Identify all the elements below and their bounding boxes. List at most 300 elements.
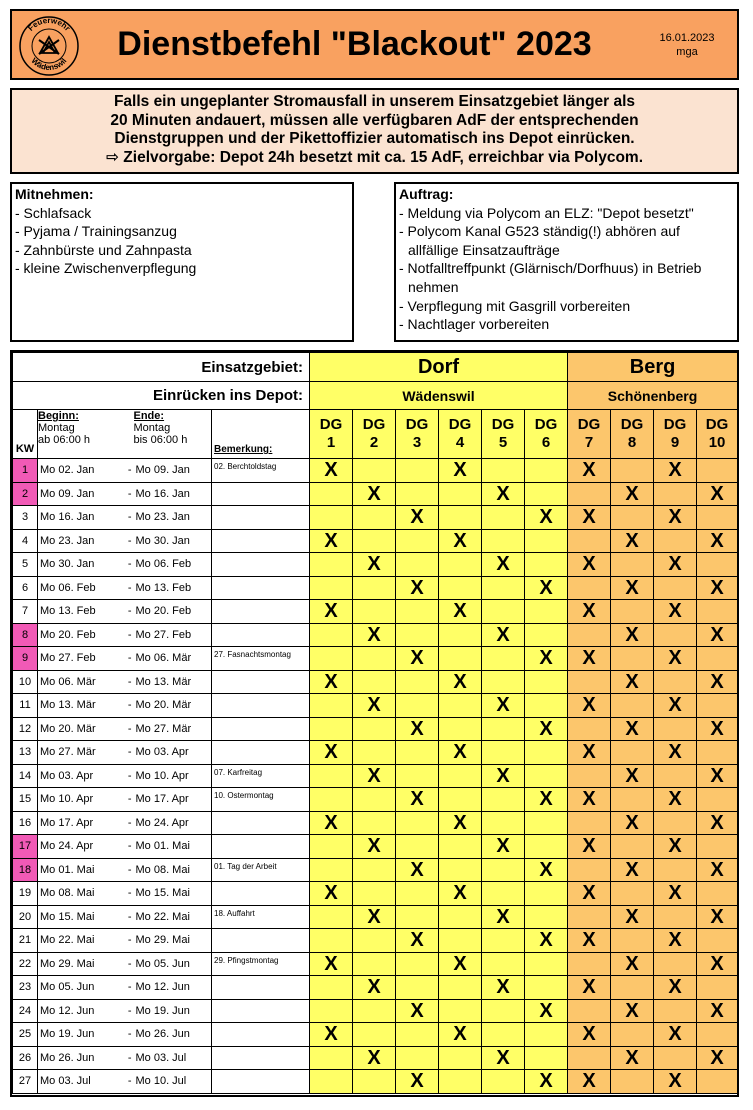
end-date: Mo 13. Mär (134, 670, 212, 694)
dg-header (611, 410, 654, 459)
dg-cell (353, 647, 396, 671)
table-row (13, 882, 738, 906)
dg-header (654, 410, 697, 459)
dg-cell (353, 858, 396, 882)
zone-dorf: Dorf (310, 353, 568, 382)
dg-cell: X (525, 999, 568, 1023)
ende-label: Ende: (133, 410, 165, 422)
dg-cell (525, 976, 568, 1000)
dg-cell (396, 623, 439, 647)
dg-cell: X (310, 529, 353, 553)
dg-number: 9 (670, 434, 680, 451)
dg-cell (525, 670, 568, 694)
dg-cell: X (654, 459, 697, 483)
remark-cell (212, 1070, 310, 1094)
dg-cell: X (310, 1023, 353, 1047)
start-date: Mo 23. Jan (38, 529, 124, 553)
dg-cell (439, 1046, 482, 1070)
einruecken-label: Einrücken ins Depot: (13, 382, 310, 410)
kw-cell: 16 (13, 811, 38, 835)
table-row (13, 999, 738, 1023)
dg-cell (439, 999, 482, 1023)
dg-cell (482, 576, 525, 600)
dg-cell (525, 741, 568, 765)
end-date: Mo 10. Jul (134, 1070, 212, 1094)
dg-cell: X (568, 1070, 611, 1094)
dg-cell: X (525, 788, 568, 812)
start-date: Mo 24. Apr (38, 835, 124, 859)
dg-cell: X (697, 952, 738, 976)
dg-header (396, 410, 439, 459)
ende-sub2: bis 06:00 h (133, 434, 188, 446)
dg-cell (482, 717, 525, 741)
dg-cell: X (525, 717, 568, 741)
dg-cell (482, 506, 525, 530)
dg-cell (654, 811, 697, 835)
dg-cell (310, 858, 353, 882)
dg-cell: X (396, 576, 439, 600)
dg-cell (482, 952, 525, 976)
start-date: Mo 02. Jan (38, 459, 124, 483)
dg-cell (697, 976, 738, 1000)
dg-cell: X (439, 952, 482, 976)
dg-header (310, 410, 353, 459)
remark-cell (212, 999, 310, 1023)
kw-cell: 26 (13, 1046, 38, 1070)
start-date: Mo 09. Jan (38, 482, 124, 506)
logo-top-text: Feuerwehr (26, 15, 72, 33)
dg-cell (482, 647, 525, 671)
dg-cell (568, 576, 611, 600)
dg-cell (611, 835, 654, 859)
start-date: Mo 08. Mai (38, 882, 124, 906)
end-date: Mo 01. Mai (134, 835, 212, 859)
einsatzgebiet-row (13, 353, 738, 382)
dg-cell (482, 811, 525, 835)
dg-cell (396, 952, 439, 976)
dg-cell (310, 553, 353, 577)
dg-cell (396, 529, 439, 553)
dg-prefix: DG (534, 416, 558, 433)
dg-cell (396, 905, 439, 929)
start-date: Mo 26. Jun (38, 1046, 124, 1070)
dg-cell (396, 1046, 439, 1070)
table-row (13, 1023, 738, 1047)
range-dash: - (124, 1046, 134, 1070)
dg-header (439, 410, 482, 459)
dg-cell: X (611, 482, 654, 506)
kw-cell: 25 (13, 1023, 38, 1047)
table-row (13, 717, 738, 741)
dg-cell (310, 1070, 353, 1094)
range-dash: - (124, 1070, 134, 1094)
dg-cell (310, 976, 353, 1000)
dg-cell (611, 506, 654, 530)
dg-cell: X (568, 741, 611, 765)
dg-cell: X (654, 600, 697, 624)
dg-cell (439, 623, 482, 647)
kw-cell: 18 (13, 858, 38, 882)
dg-header (482, 410, 525, 459)
dg-cell (611, 788, 654, 812)
remark-cell (212, 717, 310, 741)
dg-cell (611, 553, 654, 577)
dg-cell (439, 482, 482, 506)
dg-cell (439, 576, 482, 600)
kw-cell: 6 (13, 576, 38, 600)
dg-cell: X (654, 835, 697, 859)
header-date: 16.01.2023 (659, 32, 715, 44)
dg-cell: X (568, 506, 611, 530)
dg-cell (697, 647, 738, 671)
kw-cell: 1 (13, 459, 38, 483)
table-row (13, 482, 738, 506)
dg-cell (310, 576, 353, 600)
dg-cell (396, 764, 439, 788)
ende-sub1: Montag (133, 422, 171, 434)
dg-cell (525, 764, 568, 788)
table-row (13, 835, 738, 859)
dg-cell (697, 600, 738, 624)
dg-cell (396, 1023, 439, 1047)
dg-cell (482, 929, 525, 953)
dg-cell: X (568, 694, 611, 718)
auftrag-item: - Notfalltreffpunkt (Glärnisch/Dorfhuus) in Betrieb nehmen (399, 260, 702, 295)
remark-cell: 29. Pfingstmontag (212, 952, 310, 976)
dg-cell: X (353, 694, 396, 718)
dg-cell: X (439, 529, 482, 553)
dg-cell: X (310, 600, 353, 624)
kw-cell: 14 (13, 764, 38, 788)
dg-number: 4 (455, 434, 465, 451)
start-date: Mo 22. Mai (38, 929, 124, 953)
dg-cell (568, 952, 611, 976)
dg-cell (396, 882, 439, 906)
intro-line: ⇨ Zielvorgabe: Depot 24h besetzt mit ca. 15 AdF, erreichbar via Polycom. (106, 148, 643, 166)
dg-cell (654, 670, 697, 694)
dg-cell (310, 717, 353, 741)
header-author: mga (676, 46, 698, 58)
end-date: Mo 27. Feb (134, 623, 212, 647)
dg-cell: X (353, 905, 396, 929)
einsatzgebiet-label: Einsatzgebiet: (13, 353, 310, 382)
table-row (13, 929, 738, 953)
kw-cell: 19 (13, 882, 38, 906)
dg-cell: X (697, 811, 738, 835)
dg-cell (697, 741, 738, 765)
dg-cell: X (654, 741, 697, 765)
dg-cell: X (611, 952, 654, 976)
end-date: Mo 24. Apr (134, 811, 212, 835)
dg-cell (568, 482, 611, 506)
end-date: Mo 08. Mai (134, 858, 212, 882)
dg-cell (396, 553, 439, 577)
dg-cell: X (396, 858, 439, 882)
end-date: Mo 15. Mai (134, 882, 212, 906)
dg-cell (482, 999, 525, 1023)
dg-cell: X (439, 741, 482, 765)
range-dash: - (124, 858, 134, 882)
dg-cell: X (353, 976, 396, 1000)
dg-cell (697, 1070, 738, 1094)
dg-cell: X (654, 553, 697, 577)
dg-cell (568, 623, 611, 647)
dg-cell (396, 741, 439, 765)
dg-cell: X (568, 882, 611, 906)
table-row (13, 506, 738, 530)
dg-cell: X (439, 1023, 482, 1047)
table-row (13, 647, 738, 671)
start-date: Mo 17. Apr (38, 811, 124, 835)
start-date: Mo 01. Mai (38, 858, 124, 882)
dg-cell (439, 905, 482, 929)
table-row (13, 788, 738, 812)
dg-cell (353, 600, 396, 624)
dg-cell (310, 905, 353, 929)
dg-prefix: DG (663, 416, 687, 433)
dg-cell: X (396, 999, 439, 1023)
end-date: Mo 09. Jan (134, 459, 212, 483)
table-row (13, 529, 738, 553)
schedule-grid (12, 352, 738, 1094)
dg-cell: X (568, 1023, 611, 1047)
dg-cell (439, 788, 482, 812)
table-row (13, 764, 738, 788)
table-row (13, 600, 738, 624)
end-date: Mo 16. Jan (134, 482, 212, 506)
range-dash: - (124, 553, 134, 577)
dg-cell: X (568, 600, 611, 624)
start-date: Mo 19. Jun (38, 1023, 124, 1047)
dg-cell (697, 506, 738, 530)
remark-cell: 02. Berchtoldstag (212, 459, 310, 483)
schedule-table (10, 350, 739, 1097)
dg-cell (525, 835, 568, 859)
dg-number: 1 (326, 434, 336, 451)
start-date: Mo 27. Feb (38, 647, 124, 671)
dg-cell (310, 788, 353, 812)
dg-cell (439, 1070, 482, 1094)
dg-cell (482, 529, 525, 553)
end-date: Mo 06. Feb (134, 553, 212, 577)
remark-cell: 27. Fasnachtsmontag (212, 647, 310, 671)
dg-cell: X (525, 576, 568, 600)
dg-cell (611, 1070, 654, 1094)
end-date: Mo 19. Jun (134, 999, 212, 1023)
dg-cell (396, 670, 439, 694)
range-dash: - (124, 952, 134, 976)
dg-cell: X (310, 811, 353, 835)
dg-cell: X (310, 459, 353, 483)
table-row (13, 670, 738, 694)
intro-line: 20 Minuten andauert, müssen alle verfügbaren AdF der entsprechenden (110, 111, 639, 129)
dg-number: 5 (498, 434, 508, 451)
end-date: Mo 29. Mai (134, 929, 212, 953)
dg-cell (439, 929, 482, 953)
range-dash: - (124, 717, 134, 741)
dg-cell: X (611, 1046, 654, 1070)
start-date: Mo 16. Jan (38, 506, 124, 530)
end-date: Mo 03. Apr (134, 741, 212, 765)
dg-cell: X (353, 553, 396, 577)
dg-header (697, 410, 738, 459)
range-dash: - (124, 764, 134, 788)
range-dash: - (124, 600, 134, 624)
dg-cell (310, 764, 353, 788)
dg-cell (310, 1046, 353, 1070)
dg-cell (697, 553, 738, 577)
auftrag-item: - Nachtlager vorbereiten (399, 316, 550, 333)
dg-cell: X (654, 647, 697, 671)
start-date: Mo 13. Mär (38, 694, 124, 718)
dg-cell (611, 976, 654, 1000)
kw-cell: 10 (13, 670, 38, 694)
end-date: Mo 20. Mär (134, 694, 212, 718)
beginn-label: Beginn: (38, 410, 79, 422)
end-date: Mo 30. Jan (134, 529, 212, 553)
dg-cell (396, 976, 439, 1000)
dg-cell (353, 1070, 396, 1094)
dg-cell: X (611, 858, 654, 882)
dg-cell (654, 999, 697, 1023)
dg-cell: X (654, 694, 697, 718)
kw-cell: 15 (13, 788, 38, 812)
dg-cell: X (697, 529, 738, 553)
dg-cell: X (482, 764, 525, 788)
dg-cell: X (525, 929, 568, 953)
dg-cell (611, 647, 654, 671)
dg-cell (568, 811, 611, 835)
range-dash: - (124, 694, 134, 718)
remark-cell (212, 929, 310, 953)
dg-cell (439, 647, 482, 671)
dg-cell (525, 482, 568, 506)
dg-prefix: DG (620, 416, 644, 433)
table-row (13, 553, 738, 577)
dg-cell (525, 905, 568, 929)
remark-cell (212, 506, 310, 530)
remark-cell (212, 811, 310, 835)
dg-cell (525, 600, 568, 624)
page-title: Dienstbefehl "Blackout" 2023 (117, 25, 592, 63)
mitnehmen-item: - kleine Zwischenverpflegung (15, 260, 197, 277)
remark-cell: 18. Auffahrt (212, 905, 310, 929)
dg-cell (353, 717, 396, 741)
kw-cell: 13 (13, 741, 38, 765)
dg-cell: X (482, 694, 525, 718)
auftrag-item: - Meldung via Polycom an ELZ: "Depot besetzt" (399, 204, 694, 221)
dg-cell: X (353, 835, 396, 859)
dg-cell: X (482, 835, 525, 859)
end-date: Mo 06. Mär (134, 647, 212, 671)
beginn-sub2: ab 06:00 h (38, 434, 90, 446)
start-date: Mo 29. Mai (38, 952, 124, 976)
dg-prefix: DG (319, 416, 343, 433)
remark-cell (212, 882, 310, 906)
dg-cell (482, 1070, 525, 1094)
end-date: Mo 26. Jun (134, 1023, 212, 1047)
kw-cell: 27 (13, 1070, 38, 1094)
dg-cell: X (525, 1070, 568, 1094)
end-date: Mo 05. Jun (134, 952, 212, 976)
beginn-sub1: Montag (38, 422, 75, 434)
dg-cell (396, 811, 439, 835)
dg-cell (353, 576, 396, 600)
end-date: Mo 23. Jan (134, 506, 212, 530)
dg-cell (482, 600, 525, 624)
dg-cell: X (697, 482, 738, 506)
dg-cell (396, 835, 439, 859)
remark-cell: 10. Ostermontag (212, 788, 310, 812)
dg-cell (310, 647, 353, 671)
dg-cell (697, 1023, 738, 1047)
kw-cell: 22 (13, 952, 38, 976)
dg-prefix: DG (577, 416, 601, 433)
dg-cell: X (310, 882, 353, 906)
dg-cell (439, 553, 482, 577)
auftrag-title: Auftrag: (399, 186, 454, 202)
dg-cell (654, 576, 697, 600)
bemerkung-header: Bemerkung: (212, 410, 310, 459)
range-dash: - (124, 529, 134, 553)
dg-cell (568, 858, 611, 882)
dg-cell: X (568, 459, 611, 483)
dg-cell: X (353, 482, 396, 506)
dg-cell: X (310, 952, 353, 976)
dg-cell (654, 905, 697, 929)
table-row (13, 952, 738, 976)
kw-cell: 12 (13, 717, 38, 741)
remark-cell (212, 1046, 310, 1070)
dg-cell (611, 741, 654, 765)
dg-cell: X (482, 1046, 525, 1070)
table-row (13, 459, 738, 483)
dg-cell: X (482, 905, 525, 929)
dg-cell: X (439, 459, 482, 483)
dg-cell (525, 694, 568, 718)
dg-cell (568, 1046, 611, 1070)
range-dash: - (124, 835, 134, 859)
dg-cell (654, 952, 697, 976)
kw-cell: 5 (13, 553, 38, 577)
dg-cell (525, 623, 568, 647)
mitnehmen-item: - Zahnbürste und Zahnpasta (15, 241, 192, 258)
dg-cell (525, 553, 568, 577)
dg-cell: X (310, 670, 353, 694)
dg-cell (353, 882, 396, 906)
dg-cell (439, 764, 482, 788)
dg-cell: X (654, 882, 697, 906)
dg-cell (396, 482, 439, 506)
mitnehmen-box (10, 182, 354, 342)
dg-cell (439, 976, 482, 1000)
kw-cell: 21 (13, 929, 38, 953)
dg-cell: X (353, 1046, 396, 1070)
dg-cell: X (482, 553, 525, 577)
dg-cell (310, 929, 353, 953)
kw-cell: 11 (13, 694, 38, 718)
dg-cell: X (697, 1046, 738, 1070)
dg-cell (568, 529, 611, 553)
fire-brigade-logo-icon (18, 15, 80, 77)
start-date: Mo 20. Mär (38, 717, 124, 741)
dg-cell (353, 952, 396, 976)
kw-cell: 24 (13, 999, 38, 1023)
dg-cell (654, 623, 697, 647)
dg-cell (654, 717, 697, 741)
kw-cell: 9 (13, 647, 38, 671)
dg-cell (482, 741, 525, 765)
